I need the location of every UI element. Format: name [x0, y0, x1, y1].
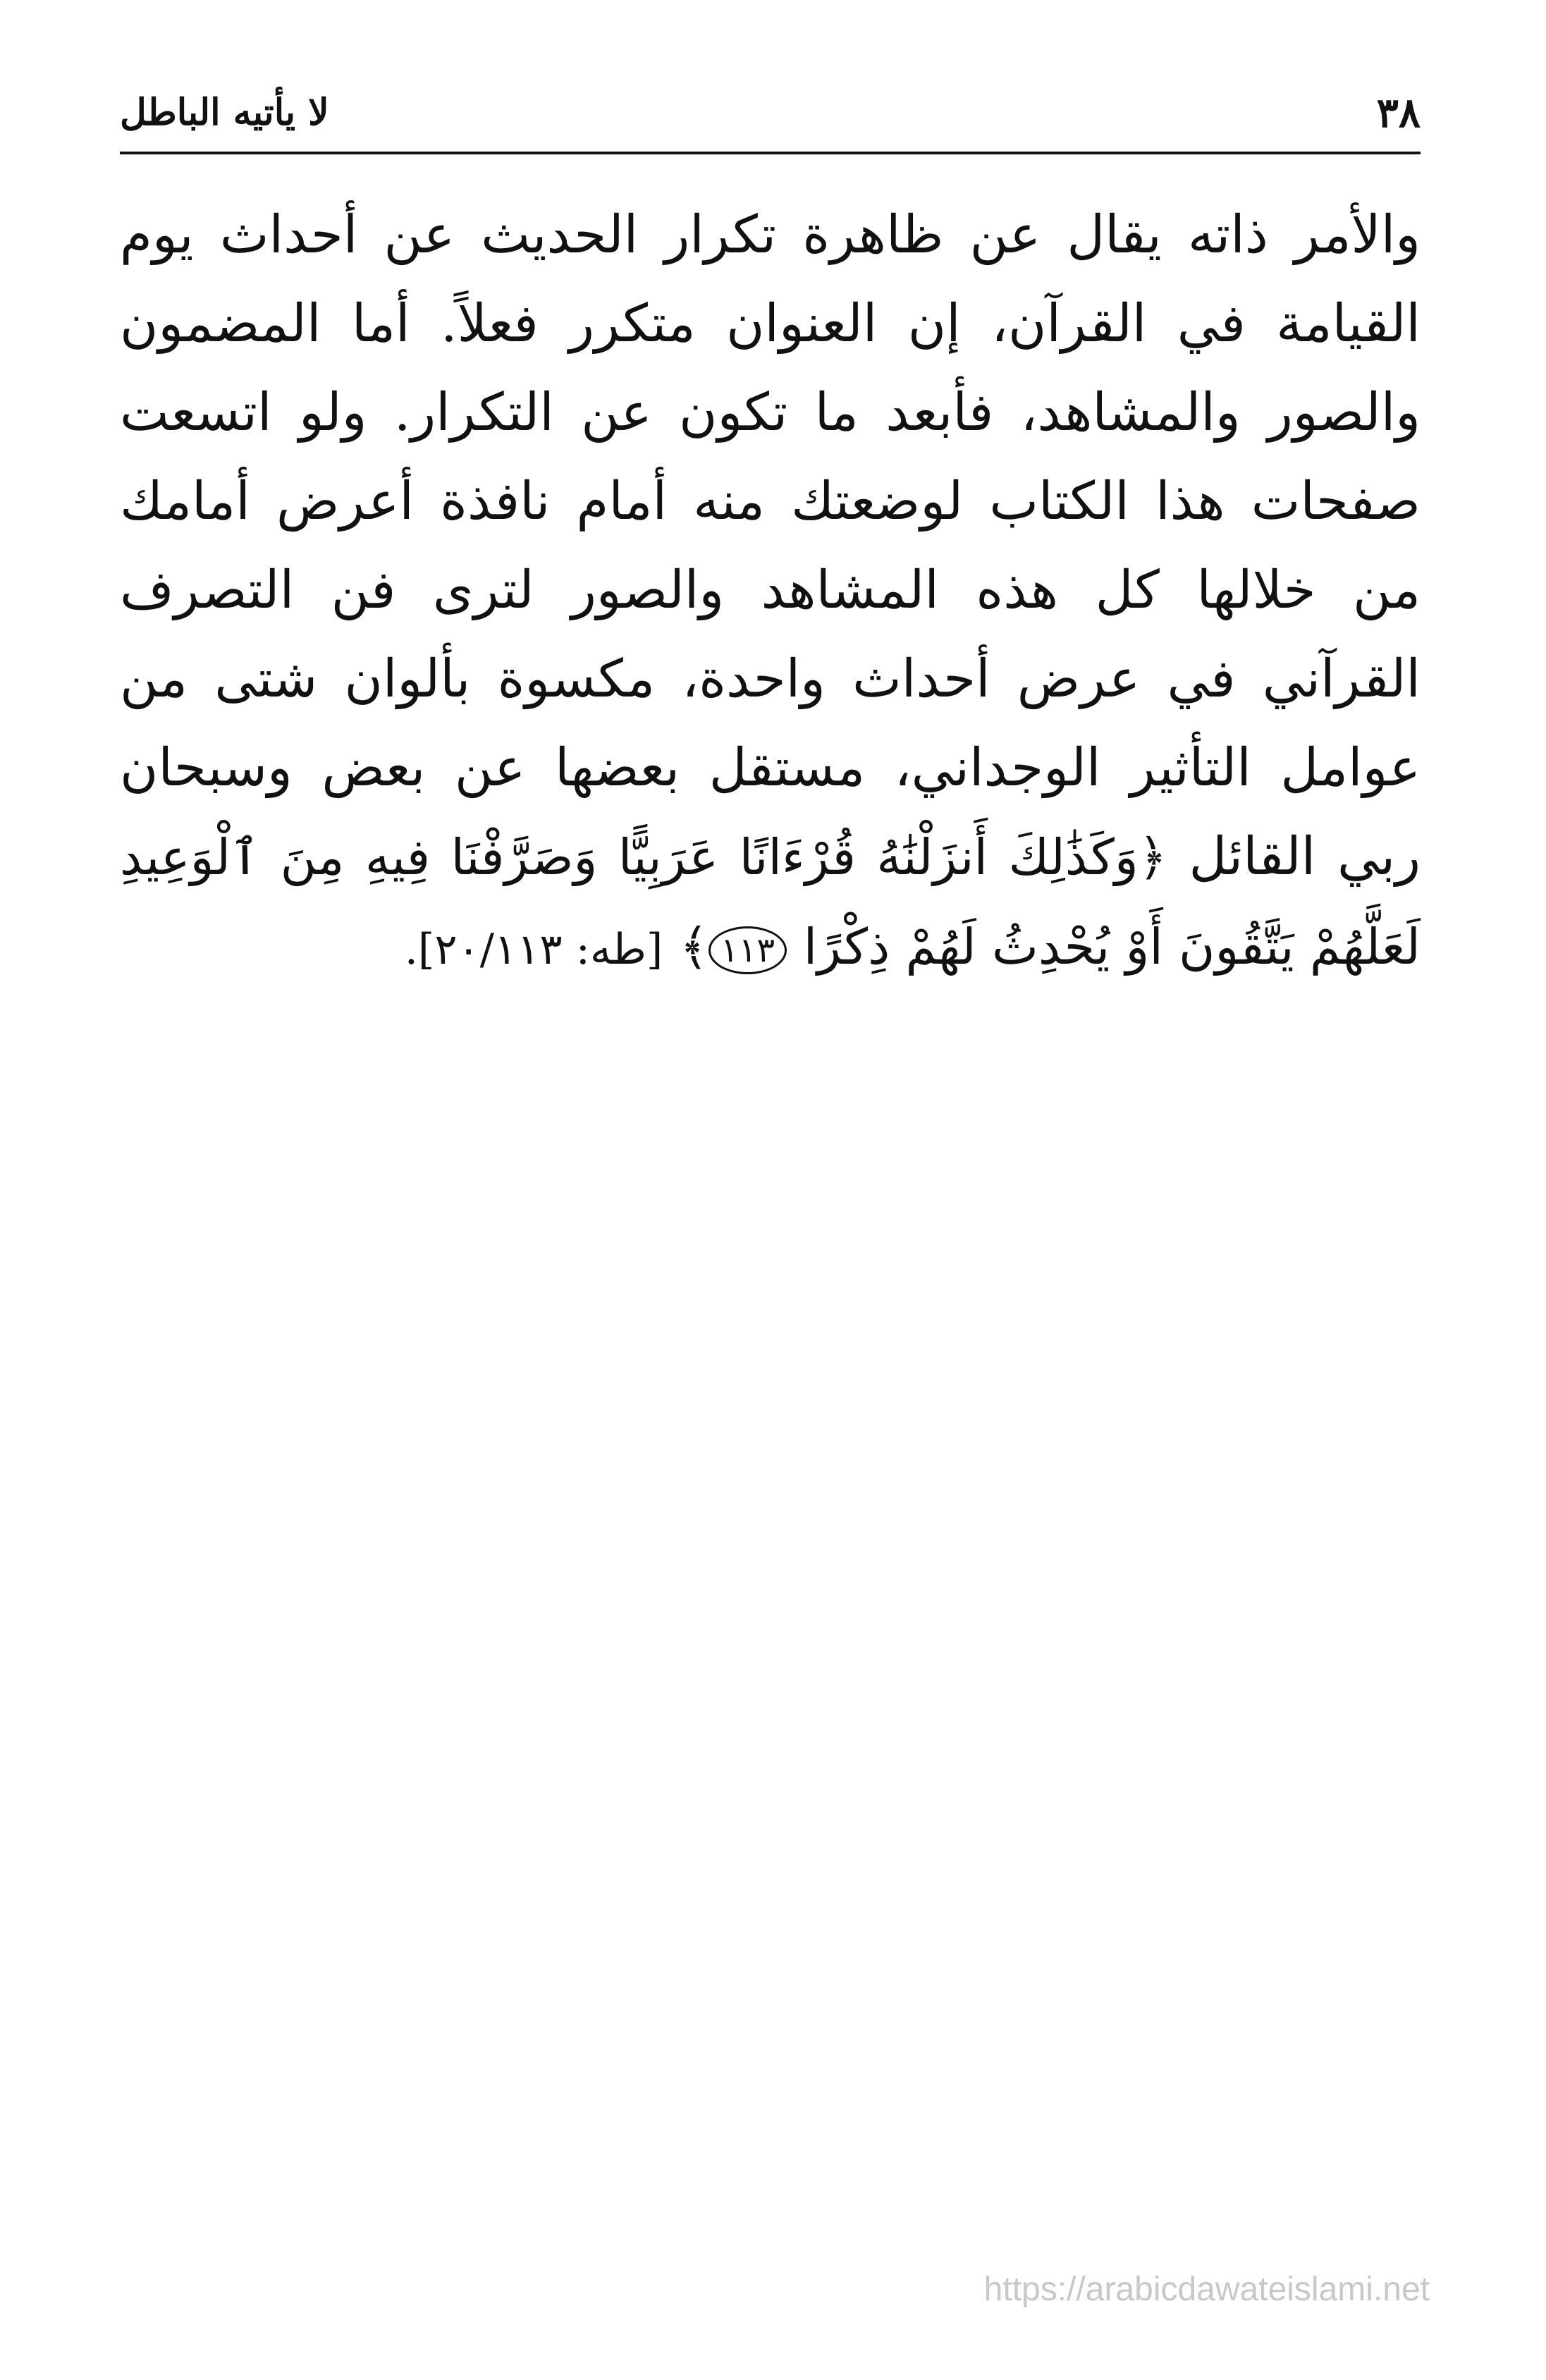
watermark-url: https://arabicdawateislami.net — [983, 2271, 1430, 2308]
verse-citation: [طه: ٢٠/١١٣]. — [404, 925, 663, 974]
running-title: لا يأتيه الباطل — [120, 91, 329, 134]
ayah-number-mark: ١١٣ — [708, 926, 787, 974]
verse-close-bracket: ﴾ — [679, 918, 708, 976]
page-header — [120, 85, 1421, 154]
paragraph-text: والأمر ذاته يقال عن ظاهرة تكرار الحديث عن أحداث يوم القيامة في القرآن، إن العنوان متكرر فعلاً. أما المضمون والصور والمشاهد، فأبعد ما تكون عن التكرار. ولو اتسعت صفحات هذا الكتاب لوضعتك منه أمام نافذة أعرض أمامك من خلالها كل هذه المشاهد والصور لترى فن التصرف القرآني في عرض أحداث واحدة، مكسوة بألوان شتى من عوامل التأثير الوجداني، مستقل بعضها عن بعض وسبحان ربي القائل — [120, 204, 1421, 887]
quran-verse: ﴿وَكَذَٰلِكَ أَنزَلْنَٰهُ قُرْءَانًا عَرَبِيًّا وَصَرَّفْنَا فِيهِ مِنَ ٱلْوَعِيدِ لَعَلَّهُمْ يَتَّقُونَ أَوْ يُحْدِثُ لَهُمْ ذِكْرًا — [120, 828, 1421, 976]
body-text — [120, 190, 1421, 994]
page-number: ٣٨ — [1376, 89, 1421, 137]
main-paragraph — [120, 190, 1421, 994]
